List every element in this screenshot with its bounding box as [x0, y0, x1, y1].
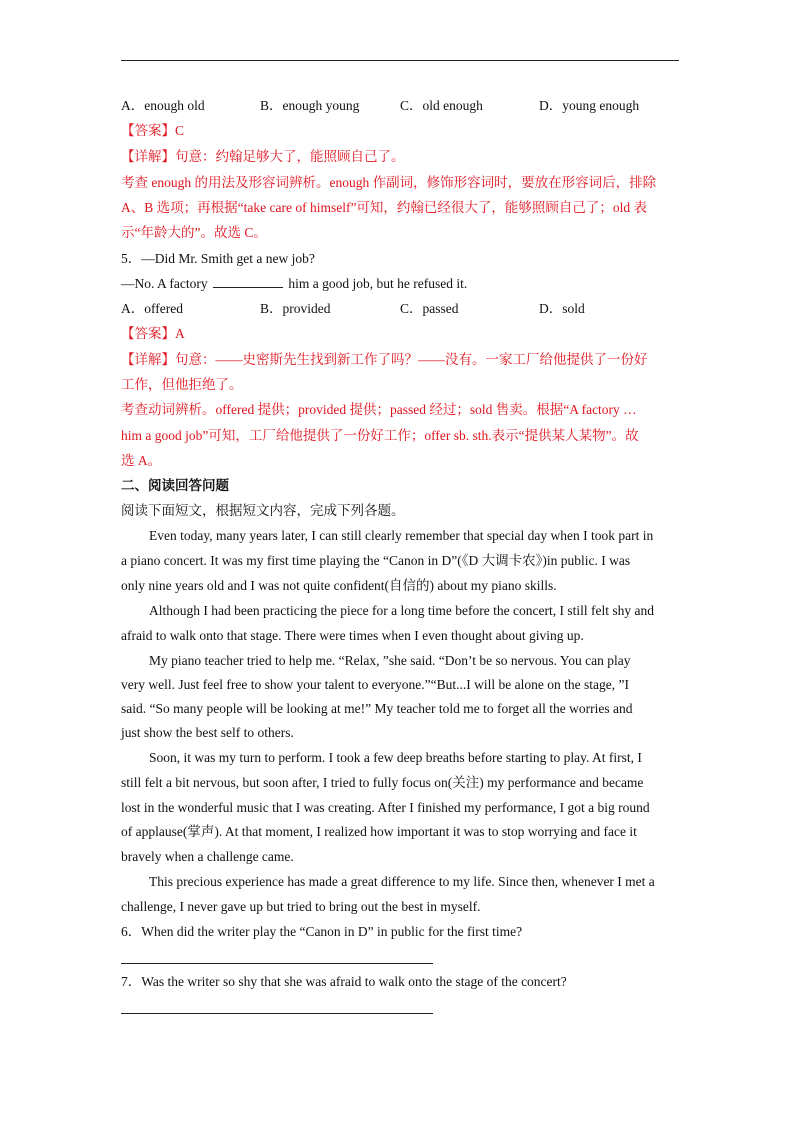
passage-line: said. “So many people will be looking at me!” My teacher told me to forget all the worries and	[121, 701, 633, 716]
q4-option-c: C．old enough	[400, 98, 483, 113]
q5-option-c: C．passed	[400, 301, 459, 316]
passage-line: afraid to walk onto that stage. There were times when I even thought about giving up.	[121, 628, 584, 643]
q5-explain-2: 工作，但他拒绝了。	[121, 377, 243, 392]
q5-text-after-blank: him a good job, but he refused it.	[285, 276, 468, 291]
passage-line: still felt a bit nervous, but soon after, I tried to fully focus on(关注) my performance and became	[121, 775, 644, 790]
passage-line: Even today, many years later, I can still clearly remember that special day when I took part in	[149, 528, 654, 543]
q4-explain-2: 考查 enough 的用法及形容词辨析。enough 作副词，修饰形容词时，要放在形容词后，排除	[121, 175, 657, 190]
q4-explain-3: A、B 选项；再根据“take care of himself”可知，约翰已经很大了，能够照顾自己了；old 表	[121, 200, 648, 215]
q5-explain-1: 【详解】句意：——史密斯先生找到新工作了吗？——没有。一家工厂给他提供了一份好	[121, 352, 648, 367]
q4-option-b: B．enough young	[260, 98, 360, 113]
header-rule	[121, 60, 679, 61]
passage-line: of applause(掌声). At that moment, I realized how important it was to stop worrying and face it	[121, 824, 637, 839]
q5-text-before-blank: —No. A factory	[121, 276, 211, 291]
q5-option-a: A．offered	[121, 301, 183, 316]
passage-line: This precious experience has made a great difference to my life. Since then, whenever I met a	[149, 874, 655, 889]
passage-line: challenge, I never gave up but tried to bring out the best in myself.	[121, 899, 481, 914]
q5-answer: 【答案】A	[121, 326, 185, 341]
q5-explain-4: him a good job”可知，工厂给他提供了一份好工作；offer sb. sth.表示“提供某人某物”。故	[121, 428, 639, 443]
passage-line: lost in the wonderful music that I was creating. After I finished my performance, I got a big round	[121, 800, 650, 815]
passage-line: very well. Just feel free to show your talent to everyone.”“But...I will be alone on the stage, ”I	[121, 677, 629, 692]
passage-line: only nine years old and I was not quite confident(自信的) about my piano skills.	[121, 578, 557, 593]
passage-line: a piano concert. It was my first time playing the “Canon in D”(《D 大调卡农》)in public. I was	[121, 553, 631, 568]
q5-option-b: B．provided	[260, 301, 331, 316]
q4-explain-4: 示“年龄大的”。故选 C。	[121, 225, 267, 240]
section-heading: 二、阅读回答问题	[121, 478, 229, 493]
q7-question: 7．Was the writer so shy that she was afraid to walk onto the stage of the concert?	[121, 974, 567, 989]
q5-answer-blank	[213, 273, 283, 288]
passage-line: My piano teacher tried to help me. “Relax, ”she said. “Don’t be so nervous. You can play	[149, 653, 631, 668]
passage-line: just show the best self to others.	[121, 725, 294, 740]
section-instruction: 阅读下面短文，根据短文内容，完成下列各题。	[121, 503, 405, 518]
q5-question-line2	[121, 272, 681, 296]
q6-question: 6．When did the writer play the “Canon in D” in public for the first time?	[121, 924, 523, 939]
passage-line: Soon, it was my turn to perform. I took a few deep breaths before starting to play. At first, I	[149, 750, 642, 765]
q6-answer-line[interactable]	[121, 963, 433, 964]
q4-explain-1: 【详解】句意：约翰足够大了，能照顾自己了。	[121, 149, 405, 164]
q7-answer-line[interactable]	[121, 1013, 433, 1014]
q5-option-d: D．sold	[539, 301, 585, 316]
q5-question: 5．—Did Mr. Smith get a new job?	[121, 251, 315, 266]
q5-explain-3: 考查动词辨析。offered 提供；provided 提供；passed 经过；sold 售卖。根据“A factory …	[121, 402, 637, 417]
q4-option-d: D．young enough	[539, 98, 640, 113]
q4-option-a: A．enough old	[121, 98, 205, 113]
q5-explain-5: 选 A。	[121, 453, 162, 468]
q4-answer: 【答案】C	[121, 123, 185, 138]
passage-line: bravely when a challenge came.	[121, 849, 294, 864]
passage-line: Although I had been practicing the piece for a long time before the concert, I still felt shy and	[149, 603, 654, 618]
